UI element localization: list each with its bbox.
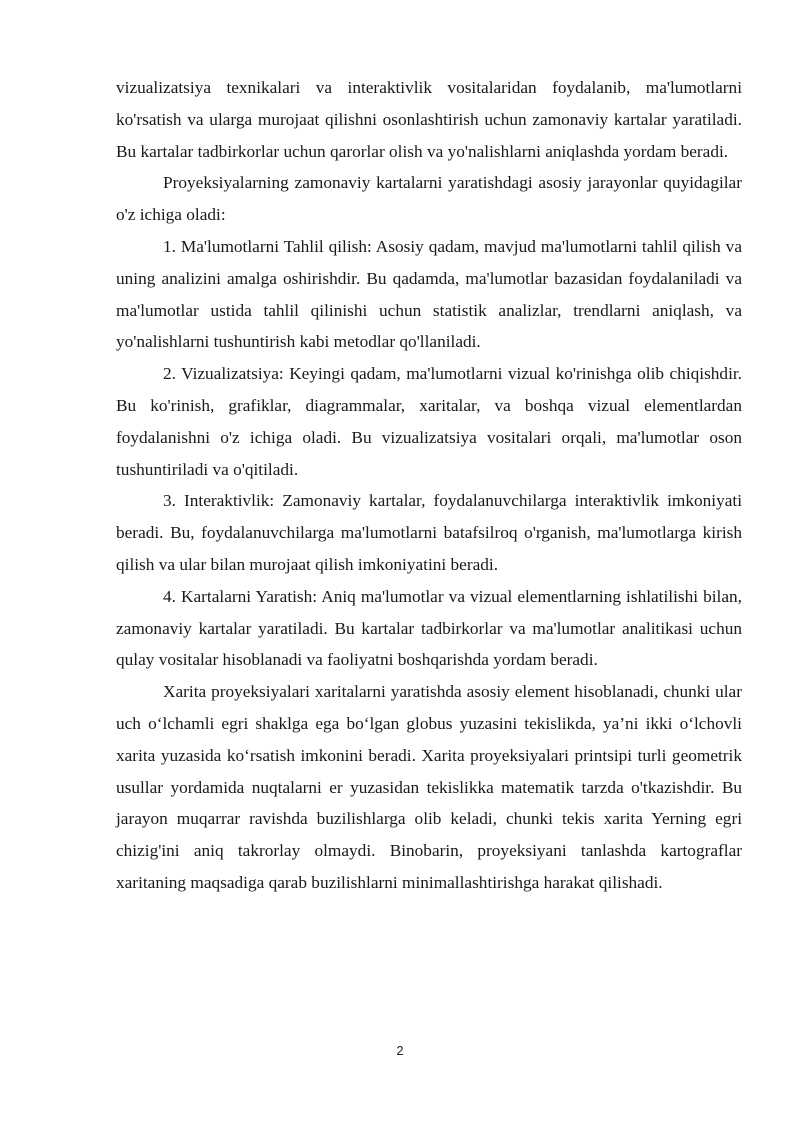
paragraph-continued: vizualizatsiya texnikalari va interaktivlik vositalaridan foydalanib, ma'lumotlarni ko'rsatish va ularga murojaat qilishni osonlashtirish uchun zamonaviy kartalar yaratiladi. Bu kartalar tadbirkorlar uchun qarorlar olish va yo'nalishlarni aniqlashda yordam beradi. <box>116 78 742 161</box>
page-body <box>116 72 742 899</box>
paragraph-item-4: 4. Kartalarni Yaratish: Aniq ma'lumotlar va vizual elementlarning ishlatilishi bilan, zamonaviy kartalar yaratiladi. Bu kartalar tadbirkorlar va ma'lumotlar analitikasi uchun qulay vositalar hisoblanadi va faoliyatni boshqarishda yordam beradi. <box>116 586 742 670</box>
paragraph-item-1: 1. Ma'lumotlarni Tahlil qilish: Asosiy qadam, mavjud ma'lumotlarni tahlil qilish va uning analizini amalga oshirishdir. Bu qadamda, ma'lumotlar bazasidan foydalaniladi va ma'lumotlar ustida tahlil qilinishi uchun statistik analizlar, trendlarni aniqlash, va yo'nalishlarni tushuntirish kabi metodlar qo'llaniladi. <box>116 236 742 352</box>
paragraph-item-3: 3. Interaktivlik: Zamonaviy kartalar, foydalanuvchilarga interaktivlik imkoniyati beradi. Bu, foydalanuvchilarga ma'lumotlarni batafsilroq o'rganish, ma'lumotlarga kirish qilish va ular bilan murojaat qilish imkoniyatini beradi. <box>116 491 742 574</box>
page-number: 2 <box>396 1043 404 1058</box>
paragraph-projections: Xarita proyeksiyalari xaritalarni yaratishda asosiy element hisoblanadi, chunki ular uch o‘lchamli egri shaklga ega bo‘lgan globus yuzasini tekislikda, ya’ni ikki o‘lchovli xarita yuzasida ko‘rsatish imkonini beradi. Xarita proyeksiyalari printsipi turli geometrik usullar yordamida nuqtalarni er yuzasidan tekislikka matematik tarzda o'tkazishdir. Bu jarayon muqarrar ravishda buzilishlarga olib keladi, chunki tekis xarita Yerning egri chizig'ini aniq takrorlay olmaydi. Binobarin, proyeksiyani tanlashda kartograflar xaritaning maqsadiga qarab buzilishlarni minimallashtirishga harakat qilishadi. <box>116 682 742 892</box>
paragraph-intro: Proyeksiyalarning zamonaviy kartalarni yaratishdagi asosiy jarayonlar quyidagilar o'z ichiga oladi: <box>116 173 742 225</box>
paragraph-item-2: 2. Vizualizatsiya: Keyingi qadam, ma'lumotlarni vizual ko'rinishga olib chiqishdir. Bu ko'rinish, grafiklar, diagrammalar, xaritalar, va boshqa vizual elementlardan foydalanishni o'z ichiga oladi. Bu vizualizatsiya vositalari orqali, ma'lumotlar oson tushuntiriladi va o'qitiladi. <box>116 364 742 479</box>
